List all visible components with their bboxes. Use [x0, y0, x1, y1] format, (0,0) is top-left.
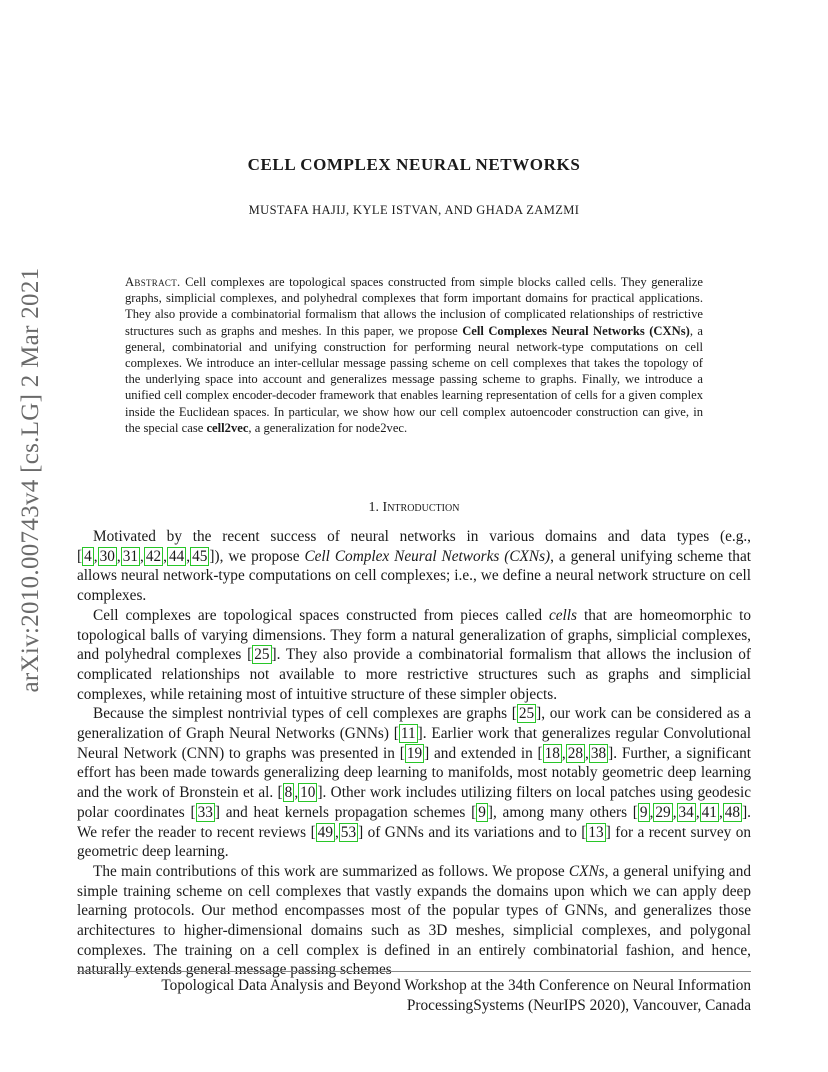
citation-link[interactable]: 29: [655, 803, 671, 821]
paragraph: Motivated by the recent success of neural networks in various domains and data types (e.g., [ 4 , 30 , 31 , 42 , 44 , 45 ]), we propose Cell Complex Neural Networks (CXNs), a general unifying scheme that allows neural network-type computations on cell complexes; i.e., we define a neural network structure on cell complexes.: [77, 528, 751, 605]
footnote-divider: [77, 971, 751, 972]
citation-link[interactable]: 38: [590, 744, 607, 762]
footnote-line: Topological Data Analysis and Beyond Workshop at the 34th Conference on Neural Information: [161, 977, 751, 994]
citation-link[interactable]: 8: [284, 784, 293, 802]
paragraph-text: Motivated by the recent success of neural networks in various domains and data types (e.g.,: [93, 528, 751, 545]
italic-term: Cell Complex Neural Networks (CXNs): [304, 547, 551, 565]
section-heading: [0, 500, 828, 516]
section-number: 1.: [368, 500, 380, 515]
citation-link[interactable]: 41: [701, 803, 717, 821]
italic-term: cells: [548, 606, 578, 624]
paragraph-text: . They also provide a combinatorial formalism that allows the inclusion of complicated relationships not available to more restrictive structures such as graphs and simplicial complexes, while retaining most of intuitive structure of these simpler objects.: [77, 646, 751, 703]
paragraph-text: Because the simplest nontrivial types of cell complexes are graphs: [93, 705, 512, 723]
citation-link[interactable]: 44: [168, 547, 185, 565]
abstract-text: Cell complexes are topological spaces constructed from simple blocks called cells. They generalize graphs, simplicial complexes, and polyhedral complexes that form important domains for practical applications. They also provide a combinatorial formalism that allows the inclusion of complicated relationships of restrictive structures such as graphs and meshes. In this paper, we propose: [125, 275, 703, 338]
section-title: Introduction: [382, 500, 460, 515]
citation-link[interactable]: 33: [197, 803, 213, 821]
paragraph-text: , among many others: [492, 803, 633, 821]
citation-link[interactable]: 49: [317, 823, 333, 841]
paragraph: Because the simplest nontrivial types of cell complexes are graphs [ 25 ], our work can be considered as a generalization of Graph Neural Networks (GNNs) [ 11 ]. Earlier work that generalizes regular Convolutional Neural Network (CNN) to graphs was presented in [ 19 ] and extended in [ 18 , 28 , 38 ]. Further, a significant effort has been made towards generalizing deep learning to manifolds, most notably geometric deep learning and the work of Bronstein et al. [ 8 , 10 ]. Other work includes utilizing filters on local patches using geodesic polar coordinates [ 33 ] and heat kernels propagation schemes [ 9 ], among many others [ 9 , 29 , 34 , 41 , 48 ]. We refer the reader to recent reviews [ 49 , 53 ] of GNNs and its variations and to [ 13 ] for a recent survey on geometric deep learning.: [77, 705, 752, 861]
paragraph-text: of GNNs and its variations and to: [363, 823, 582, 841]
abstract-text: , a generalization for node2vec.: [248, 420, 408, 435]
paragraph-text: , a general unifying and simple training scheme on cell complexes that vastly expands the domains upon which we can apply deep learning protocols. Our method encompasses most of the popular types of GNNs, and generalizes those architectures to higher-dimensional domains such as 3D meshes, simplicial complexes, and polygonal complexes. The training on a cell complex is defined in an entirely combinatorial fashion, and hence, naturally extends general message passing schemes: [77, 862, 752, 979]
italic-term: CXNs: [568, 862, 605, 880]
abstract-bold-term: cell2vec: [206, 420, 249, 435]
paper-authors: MUSTAFA HAJIJ, KYLE ISTVAN, AND GHADA ZAMZMI: [248, 203, 580, 217]
citation-link[interactable]: 11: [400, 725, 416, 743]
citation-link[interactable]: 30: [99, 547, 115, 565]
paragraph-text: . Further, a significant effort has been made towards generalizing deep learning to manifolds, most notably geometric deep learning and the work of Bronstein et al.: [77, 744, 752, 802]
paragraph-text: . We refer the reader to recent reviews: [77, 803, 751, 841]
paragraph: Cell complexes are topological spaces constructed from pieces called cells that are homeomorphic to topological balls of varying dimensions. They form a natural generalization of graphs, simplicial complexes, and polyhedral complexes [ 25 ]. They also provide a combinatorial formalism that allows the inclusion of complicated relationships not available to more restrictive structures such as graphs and simplicial complexes, while retaining most of intuitive structure of these simpler objects.: [77, 606, 751, 703]
paper-title: CELL COMPLEX NEURAL NETWORKS: [247, 155, 581, 174]
citation-link[interactable]: 18: [544, 744, 560, 762]
footnote-line: ProcessingSystems (NeurIPS 2020), Vancouver, Canada: [406, 996, 751, 1014]
paragraph-text: The main contributions of this work are summarized as follows. We propose: [93, 862, 569, 880]
paragraph-text: that are homeomorphic to topological balls of varying dimensions. They form a natural generalization of graphs, simplicial complexes, and polyhedral complexes: [77, 606, 751, 664]
paragraph-text: . Earlier work that generalizes regular Convolutional Neural Network (CNN) to graphs was presented in: [77, 725, 751, 762]
citation-link[interactable]: 48: [724, 803, 741, 821]
citation-link[interactable]: 9: [639, 803, 648, 821]
citation-link[interactable]: 9: [478, 803, 486, 821]
citation-link[interactable]: 34: [678, 803, 694, 821]
abstract-text: , a general, combinatorial and unifying construction for performing neural network-type computations on cell complexes. We introduce an inter-cellular message passing scheme on cell complexes that takes the topology of the underlying space into account and generalizes message passing scheme to graphs. Finally, we introduce a unified cell complex encoder-decoder framework that enables learning representation of cells for a given complex inside the Euclidean spaces. In particular, we show how our cell complex autoencoder construction can give, in the special case: [125, 323, 704, 435]
citation-link[interactable]: 42: [145, 547, 162, 565]
arxiv-identifier: arXiv:2010.00743v4 [cs.LG] 2 Mar 2021: [17, 267, 44, 693]
citation-link[interactable]: 13: [588, 823, 604, 841]
paragraph-text: and extended in: [429, 744, 538, 762]
citation-link[interactable]: 25: [254, 646, 270, 664]
paragraph: [77, 862, 751, 980]
abstract-bold-term: Cell Complexes Neural Networks (CXNs): [462, 323, 690, 338]
citation-link[interactable]: 25: [518, 705, 535, 723]
paragraph-text: for a recent survey on geometric deep learning.: [77, 823, 752, 861]
paragraph-text: , our work can be considered as a generalization of Graph Neural Networks (GNNs): [77, 705, 751, 743]
body-text: [77, 527, 751, 980]
paragraph-text: and heat kernels propagation schemes: [219, 803, 472, 821]
citation-link[interactable]: 4: [84, 547, 92, 565]
abstract: [125, 274, 703, 436]
citation-link[interactable]: 31: [122, 547, 139, 565]
citation-link[interactable]: 19: [406, 744, 423, 762]
citation-link[interactable]: 28: [567, 744, 584, 762]
paragraph-text: . Other work includes utilizing filters on local patches using geodesic polar coordinates: [77, 784, 751, 821]
footnote: [77, 976, 751, 1015]
citation-link[interactable]: 45: [192, 547, 208, 565]
citation-link[interactable]: 10: [300, 784, 316, 802]
abstract-label: Abstract.: [125, 275, 181, 289]
paragraph-text: Cell complexes are topological spaces constructed from pieces called: [93, 606, 549, 624]
citation-link[interactable]: 53: [340, 823, 357, 841]
citation-open-bracket: [: [77, 547, 83, 565]
paragraph-text: ), we propose: [214, 547, 305, 565]
paragraph-text: , a general unifying scheme that allows neural network-type computations on cell complexes; i.e., we define a neural network structure on cell complexes.: [77, 547, 751, 605]
